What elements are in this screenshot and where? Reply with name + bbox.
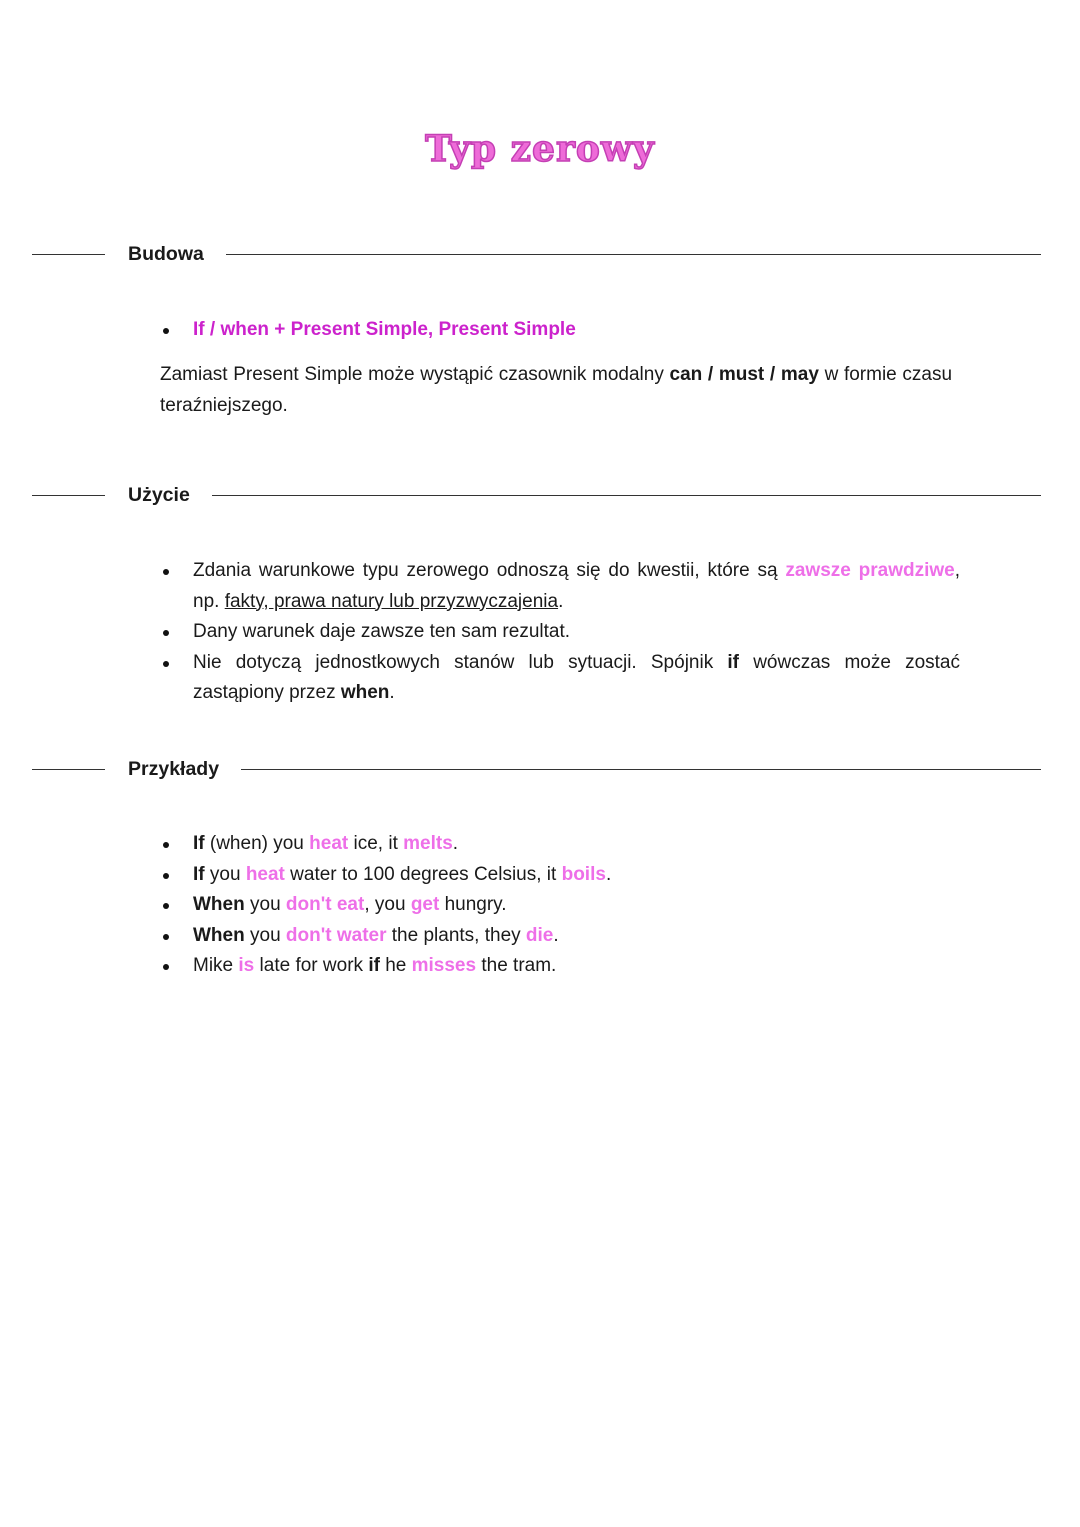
section-header-uzycie	[32, 480, 1041, 510]
text: , you	[364, 894, 411, 915]
section-label: Budowa	[128, 242, 204, 265]
text: np.	[193, 590, 220, 612]
modal-verbs: can / must / may	[669, 364, 819, 385]
highlight: is	[238, 955, 255, 976]
text: water to 100 degrees Celsius, it	[284, 863, 562, 885]
text: wówczas może zostać zastąpiony przez	[193, 651, 960, 703]
highlight: don't eat	[285, 894, 365, 915]
text: hungry.	[439, 894, 507, 915]
text: ,	[954, 560, 960, 581]
list-item	[160, 315, 960, 346]
highlight: heat	[245, 863, 285, 885]
highlight: heat	[309, 833, 349, 854]
highlight: boils	[561, 863, 606, 885]
text: Zdania warunkowe typu zerowego odnoszą się do kwestii, które są	[193, 560, 778, 581]
uzycie-list	[160, 556, 960, 709]
section-header-przyklady	[32, 754, 1041, 784]
highlight: get	[410, 894, 440, 915]
list-item	[160, 860, 960, 891]
list-item	[160, 890, 960, 921]
section-label: Użycie	[128, 483, 190, 506]
underlined-text: fakty, prawa natury lub przyzwyczajenia	[224, 590, 559, 612]
divider	[212, 495, 1041, 496]
highlight: misses	[411, 955, 477, 976]
text: .	[605, 863, 612, 885]
keyword: When	[193, 894, 245, 915]
list-item	[160, 829, 960, 860]
text: .	[558, 590, 564, 612]
text: you	[244, 894, 286, 915]
budowa-note	[160, 359, 952, 421]
list-item	[160, 921, 960, 952]
text: Nie dotyczą jednostkowych stanów lub sytuacji. Spójnik	[193, 651, 714, 673]
keyword: if	[727, 651, 739, 673]
page-title: Typ zerowy	[425, 128, 655, 170]
text: .	[389, 682, 395, 703]
note-text: w formie czasu teraźniejszego.	[160, 364, 953, 416]
text: .	[553, 924, 559, 946]
text: ice, it	[348, 833, 404, 854]
formula: If / when + Present Simple, Present Simple	[193, 319, 576, 340]
budowa-list	[160, 315, 960, 346]
list-item	[160, 648, 960, 709]
text: (when) you	[204, 833, 310, 854]
text: Mike	[193, 955, 239, 976]
highlight: melts	[403, 833, 453, 854]
keyword: if	[368, 955, 380, 976]
keyword: If	[193, 833, 205, 854]
highlight: don't water	[285, 924, 387, 946]
text: you	[244, 924, 286, 946]
list-item	[160, 617, 960, 648]
przyklady-list	[160, 829, 960, 982]
text: he	[379, 955, 412, 976]
list-item	[160, 951, 960, 982]
list-item	[160, 556, 960, 617]
divider	[226, 254, 1041, 255]
keyword: when	[340, 682, 390, 703]
text: you	[204, 863, 246, 885]
keyword: If	[193, 863, 205, 885]
text: .	[452, 833, 459, 854]
divider	[32, 769, 105, 770]
divider	[32, 254, 105, 255]
text: late for work	[254, 955, 369, 976]
section-label: Przykłady	[128, 757, 220, 780]
section-header-budowa	[32, 239, 1041, 269]
text: Dany warunek daje zawsze ten sam rezultat.	[193, 621, 571, 642]
divider	[241, 769, 1041, 770]
note-text: Zamiast Present Simple może wystąpić czasownik modalny	[160, 364, 664, 385]
text: the tram.	[476, 955, 557, 976]
keyword: When	[193, 924, 245, 946]
highlight: zawsze prawdziwe	[785, 560, 955, 581]
divider	[32, 495, 105, 496]
text: the plants, they	[386, 924, 526, 946]
highlight: die	[525, 924, 554, 946]
